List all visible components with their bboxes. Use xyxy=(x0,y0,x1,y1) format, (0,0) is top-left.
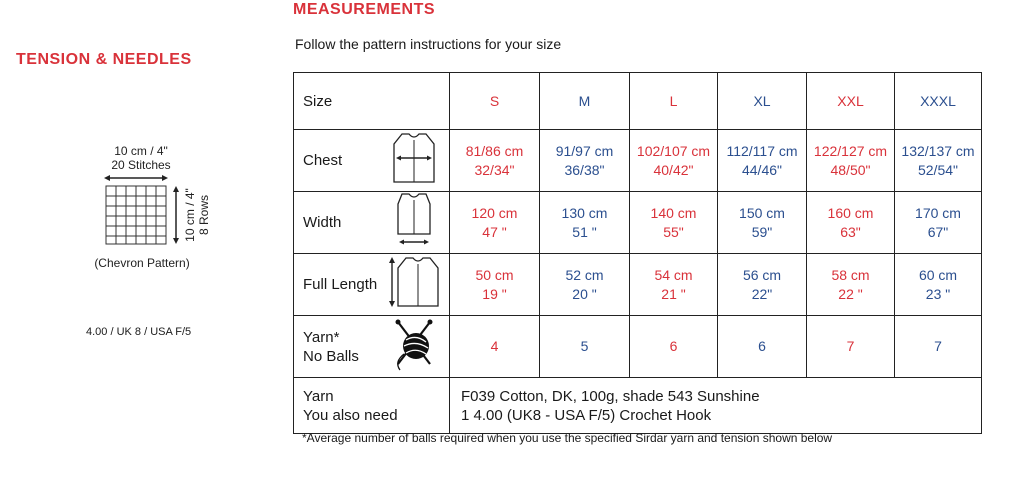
cardigan-width-icon xyxy=(380,192,450,254)
size-xxl: XXL xyxy=(807,73,895,130)
size-xl: XL xyxy=(718,73,807,130)
hook-size-label: 4.00 / UK 8 / USA F/5 xyxy=(86,326,192,338)
width-row xyxy=(294,192,982,254)
yarn-ball-needles-icon xyxy=(380,316,450,378)
width-s: 120 cm 47 " xyxy=(450,192,540,254)
chest-xxxl: 132/137 cm 52/54" xyxy=(895,130,982,192)
chest-xl: 112/117 cm 44/46" xyxy=(718,130,807,192)
tension-swatch-diagram xyxy=(0,0,260,300)
size-m: M xyxy=(540,73,630,130)
width-label: Width xyxy=(294,192,380,254)
chest-m: 91/97 cm 36/38" xyxy=(540,130,630,192)
tension-title: TENSION & NEEDLES xyxy=(16,51,192,68)
size-l: L xyxy=(630,73,718,130)
length-xxxl: 60 cm 23 " xyxy=(895,254,982,316)
length-s: 50 cm 19 " xyxy=(450,254,540,316)
width-xxl: 160 cm 63" xyxy=(807,192,895,254)
yarn-row xyxy=(294,378,982,434)
size-label: Size xyxy=(294,73,450,130)
yarn-value: F039 Cotton, DK, 100g, shade 543 Sunshine 1 4.00 (UK8 - USA F/5) Crochet Hook xyxy=(450,378,982,434)
footnote: *Average number of balls required when you use the specified Sirdar yarn and tension shown below xyxy=(302,431,833,445)
chest-label: Chest xyxy=(294,130,380,192)
length-label: Full Length xyxy=(294,254,380,316)
size-s: S xyxy=(450,73,540,130)
chest-s: 81/86 cm 32/34" xyxy=(450,130,540,192)
width-xl: 150 cm 59" xyxy=(718,192,807,254)
yarn-label: Yarn You also need xyxy=(294,378,450,434)
length-row xyxy=(294,254,982,316)
length-xl: 56 cm 22" xyxy=(718,254,807,316)
length-xxl: 58 cm 22 " xyxy=(807,254,895,316)
length-l: 54 cm 21 " xyxy=(630,254,718,316)
swatch-stitches-label: 20 Stitches xyxy=(111,158,171,172)
chest-l: 102/107 cm 40/42" xyxy=(630,130,718,192)
balls-m: 5 xyxy=(540,316,630,378)
swatch-rows-label: 8 Rows xyxy=(197,194,211,236)
width-l: 140 cm 55" xyxy=(630,192,718,254)
width-m: 130 cm 51 " xyxy=(540,192,630,254)
size-row xyxy=(294,73,982,130)
balls-xxxl: 7 xyxy=(895,316,982,378)
size-xxxl: XXXL xyxy=(895,73,982,130)
measurements-title: MEASUREMENTS xyxy=(293,1,436,18)
balls-row xyxy=(294,316,982,378)
length-m: 52 cm 20 " xyxy=(540,254,630,316)
cardigan-chest-icon xyxy=(380,130,450,192)
balls-s: 4 xyxy=(450,316,540,378)
chest-row xyxy=(294,130,982,192)
swatch-pattern-label: (Chevron Pattern) xyxy=(94,256,190,270)
swatch-grid xyxy=(106,186,166,244)
swatch-width-label: 10 cm / 4" xyxy=(114,144,168,158)
balls-xl: 6 xyxy=(718,316,807,378)
swatch-height-label: 10 cm / 4" xyxy=(183,188,197,242)
size-table xyxy=(293,72,982,434)
balls-l: 6 xyxy=(630,316,718,378)
balls-label: Yarn* No Balls xyxy=(294,316,380,378)
measurements-subtitle: Follow the pattern instructions for your size xyxy=(295,36,562,52)
cardigan-length-icon xyxy=(380,254,450,316)
width-xxxl: 170 cm 67" xyxy=(895,192,982,254)
balls-xxl: 7 xyxy=(807,316,895,378)
chest-xxl: 122/127 cm 48/50" xyxy=(807,130,895,192)
